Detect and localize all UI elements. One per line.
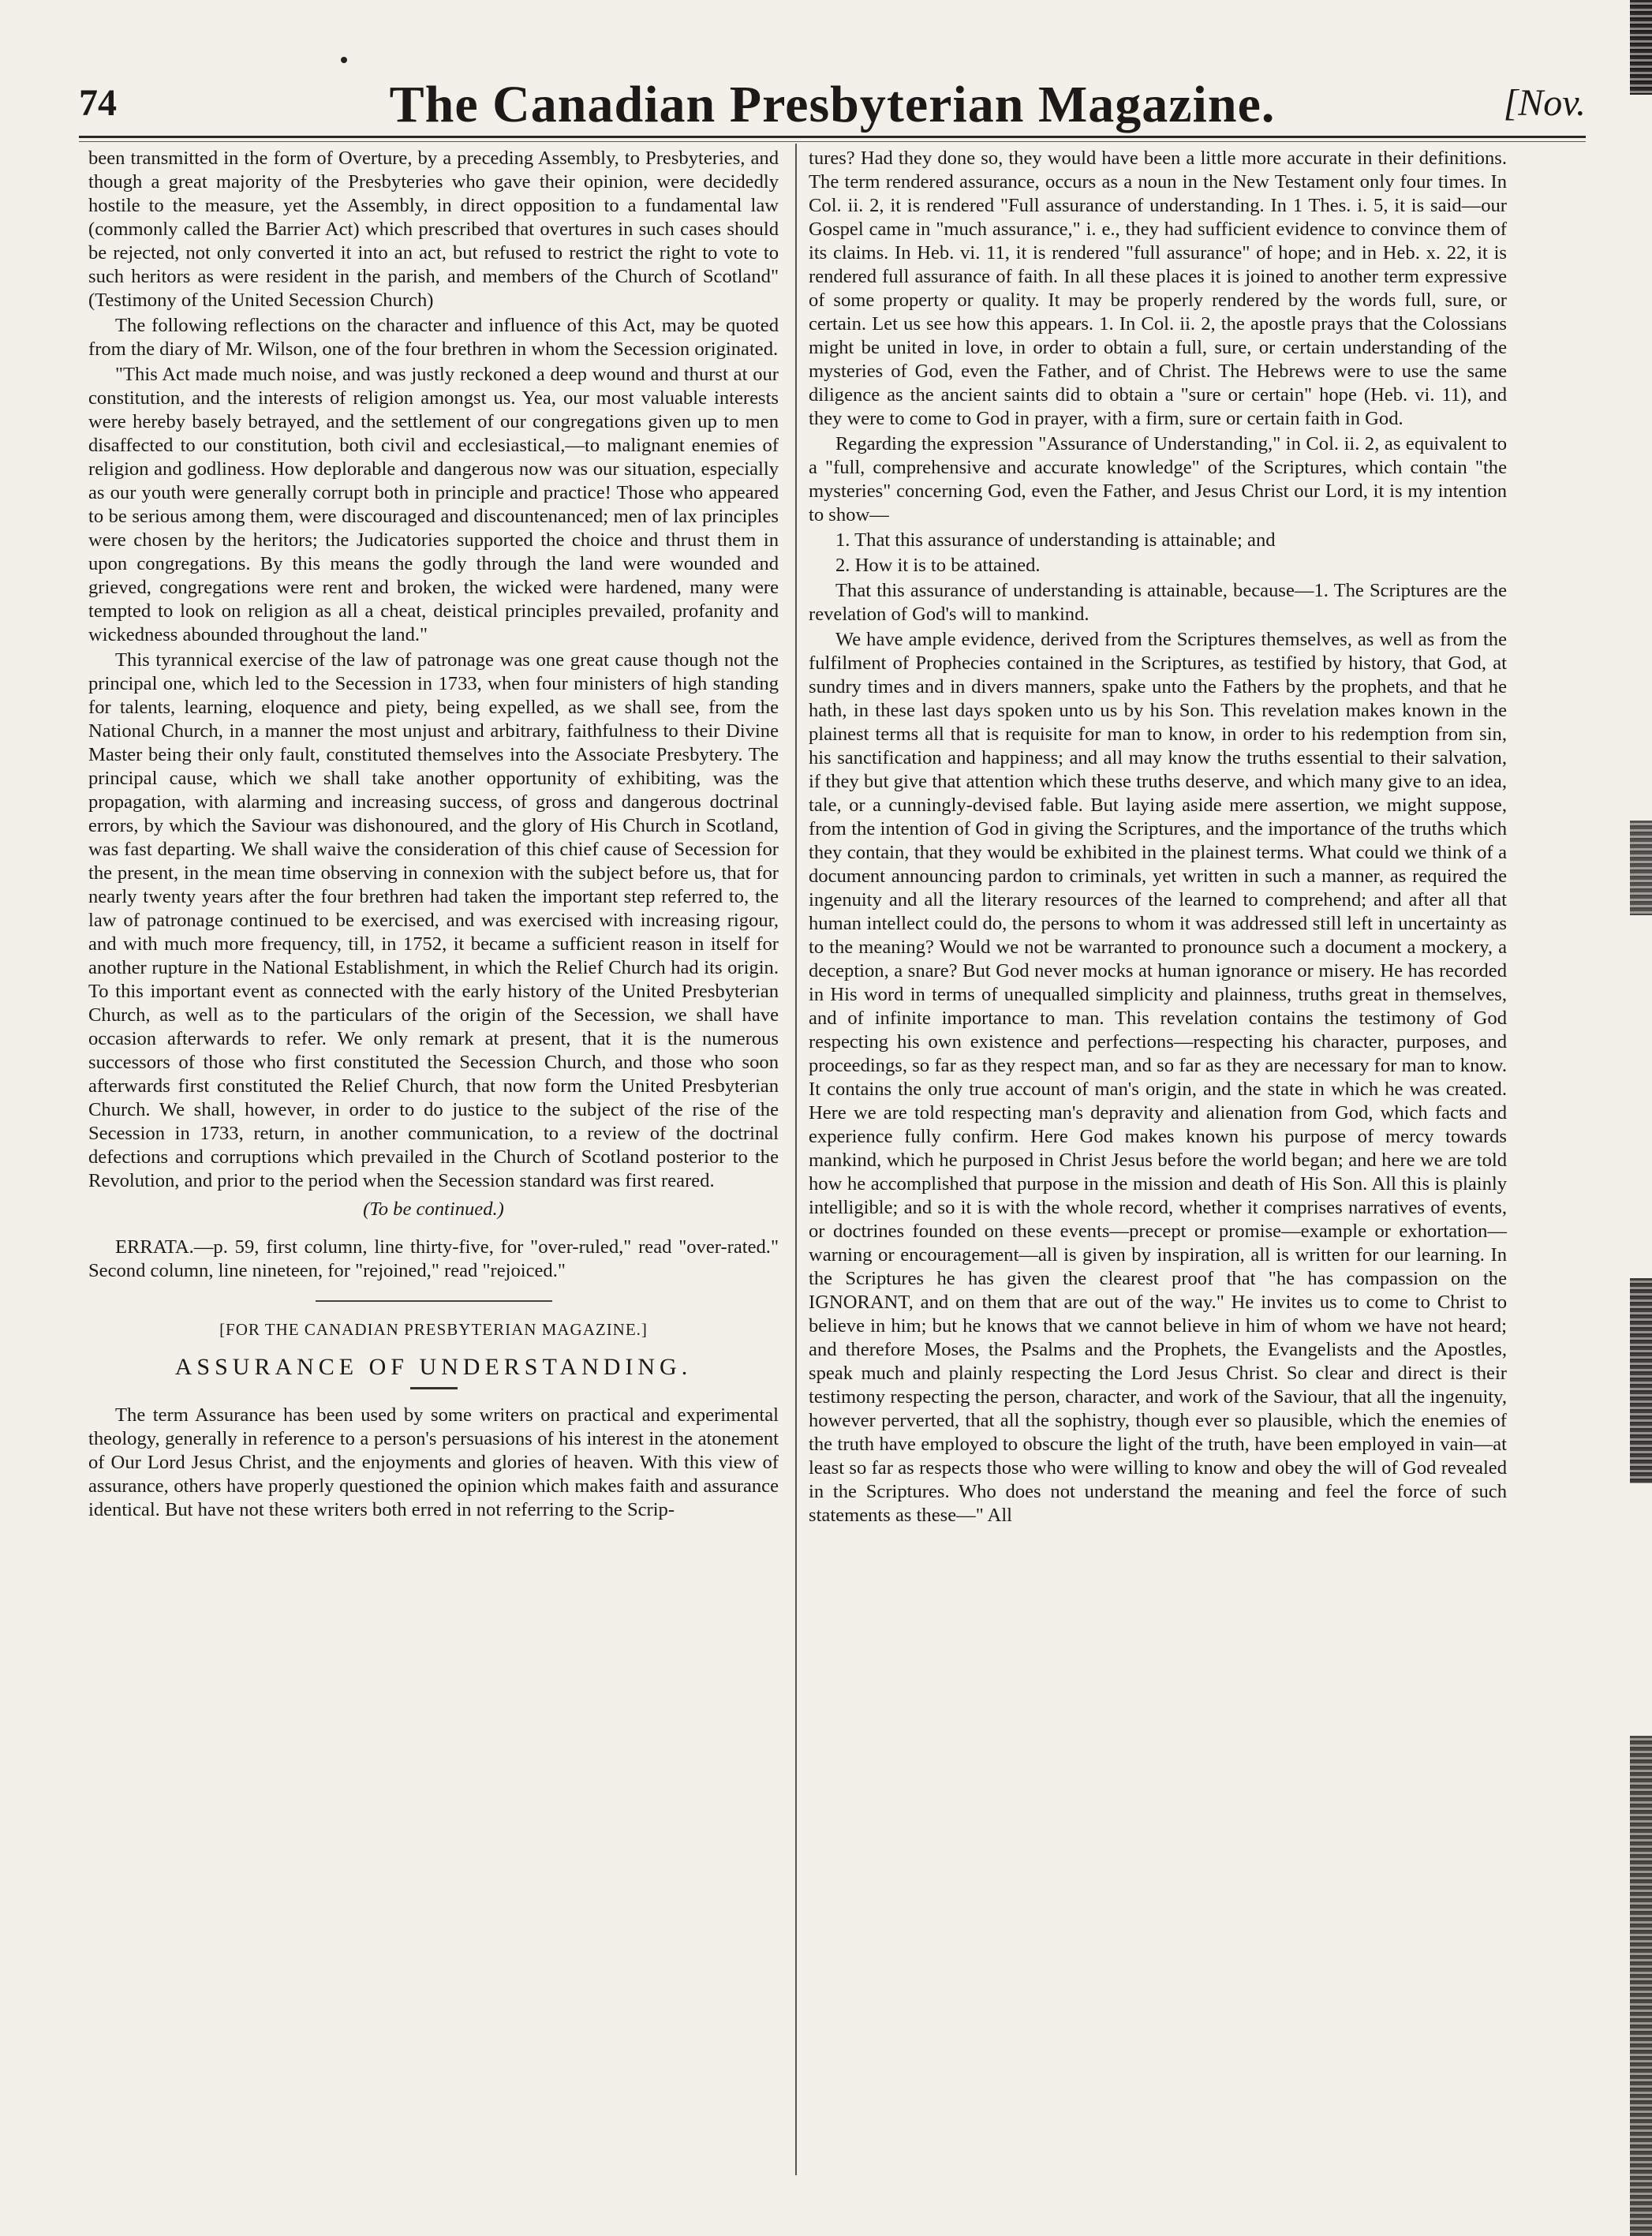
issue-month: [Nov. bbox=[1503, 82, 1586, 124]
scan-edge bbox=[1630, 0, 1652, 95]
scan-edge bbox=[1630, 1278, 1652, 1483]
page-number: 74 bbox=[79, 82, 117, 124]
quote-paragraph: "This Act made much noise, and was justly reckoned a deep wound and thurst at our constitution, and the interests of religion amongst us. Yea, our most valuable interests were hereby basely betrayed, and the settlement of our congregations given up to men disaffected to our constitution, both civil and ecclesiastical,—to malignant enemies of religion and godliness. How deplorable and dangerous now was our situation, especially as our youth were generally corrupt both in principle and practice! Those who appeared to be serious among them, were discouraged and discountenanced; men of lax principles were chosen by the heritors; the Judicatories supported the choice and thrust them in upon congregations. By this means the godly through the land were wounded and grieved, congregations were rent and broken, the wicked were hardened, many were tempted to look on religion as all a cheat, deistical principles prevailed, profanity and wickedness abounded throughout the land." bbox=[88, 364, 779, 645]
paragraph: We have ample evidence, derived from the Scriptures themselves, as well as from the fulfilment of Prophecies contained in the Scriptures, as testified by history, that God, at sundry times and in divers manners, spake unto the Fathers by the prophets, and that he hath, in these last days spoken unto us by his Son. This revelation makes known in the plainest terms all that is requisite for man to know, in order to his redemption from sin, his sanctification and happiness; and all may know the truths essential to their salvation, if they but give that attention which these truths deserve, and which many give to an idea, tale, or a cunningly-devised fable. But laying aside mere assertion, we might suppose, from the intention of God in giving the Scriptures, and the importance of the truths which they contain, that they would be exhibited in the plainest terms. What could we think of a document announcing pardon to criminals, yet written in such a manner, as required the ingenuity and all the literary resources of the learned to comprehend; and after all that human intellect could do, the persons to whom it was addressed still left in uncertainty as to the meaning? Would we not be warranted to pronounce such a document a mockery, a deception, a snare? But God never mocks at human ignorance or misery. He has recorded in His word in terms of unequalled simplicity and plainness, truths great in themselves, and of infinite importance to man. This revelation contains the testimony of God respecting his own existence and perfections—respecting his character, purposes, and proceedings, so far as they respect man, and so far as they are necessary for man to know. It contains the only true account of man's origin, and the state in which he was created. Here we are told respecting man's depravity and alienation from God, which facts and experience fully confirm. Here God makes known his purpose of mercy towards mankind, which he purposed in Christ Jesus before the world began; and here we are told how he accomplished that purpose in the mission and death of His Son. All this is plainly intelligible; and so it is with the whole record, whether it comprises narratives of events, or doctrines founded on these events—precept or promise—example or exhortation—warning or encouragement—all is given by inspiration, all is written for our learning. In the Scriptures he has given the clearest proof that "he has compassion on the IGNORANT, and on them that are out of the way." He invites us to come to Christ to believe in him; but he knows that we cannot believe in him of whom we have not heard; and therefore Moses, the Psalms and the Prophets, the Evangelists and the Apostles, speak much and plainly respecting the Lord Jesus Christ. So clear and direct is their testimony respecting the person, character, and work of the Saviour, that all the ingenuity, however perverted, that all the sophistry, though ever so plausible, which the enemies of the truth have employed to obscure the light of the truth, have been employed in vain—at least so far as respects those who were willing to know and obey the will of God revealed in the Scriptures. Who does not understand the meaning and feel the force of such statements as these—" All bbox=[809, 629, 1507, 1526]
paragraph: been transmitted in the form of Overture, by a preceding Assembly, to Presbyteries, and though a great majority of the Presbyteries who gave their opinion, were decidedly hostile to the measure, yet the Assembly, in direct opposition to a fundamental law (commonly called the Barrier Act) which prescribed that overtures in such cases should be rejected, not only converted it into an act, but refused to restrict the right to vote to such heritors as were resident in the parish, and members of the Church of Scotland" (Testimony of the United Secession Church) bbox=[88, 148, 779, 311]
header-rule bbox=[79, 136, 1586, 142]
paragraph: That this assurance of understanding is attainable, because—1. The Scriptures are the revelation of God's will to mankind. bbox=[809, 580, 1507, 625]
magazine-title: The Canadian Presbyterian Magazine. bbox=[389, 76, 1276, 133]
right-column bbox=[809, 147, 1507, 1529]
ink-dot bbox=[341, 57, 347, 63]
errata-note: ERRATA.—p. 59, first column, line thirty-five, for "over-ruled," read "over-rated." Second column, line nineteen, for "rejoined," read "rejoiced." bbox=[88, 1236, 779, 1281]
paragraph: The following reflections on the character and influence of this Act, may be quoted from the diary of Mr. Wilson, one of the four brethren in whom the Secession originated. bbox=[88, 315, 779, 360]
paragraph: tures? Had they done so, they would have been a little more accurate in their definitions. The term rendered assurance, occurs as a noun in the New Testament only four times. In Col. ii. 2, it is rendered "Full assurance of understanding. In 1 Thes. i. 5, it is said—our Gospel came in "much assurance," i. e., they had sufficient evidence to convince them of its claims. In Heb. vi. 11, it is rendered "full assurance" of hope; and in Heb. x. 22, it is rendered full assurance of faith. In all these places it is joined to another term expressive of some property or quality. It may be properly rendered by the words full, sure, or certain. Let us see how this appears. 1. In Col. ii. 2, the apostle prays that the Colossians might be united in love, in order to obtain a full, sure, or certain understanding of the mysteries of God, even the Father, and of Christ. The Hebrews were to use the same diligence as the ancient saints did to obtain a "sure or certain" hope (Heb. vi. 11), and they were to come to God in prayer, with a firm, sure or certain faith in God. bbox=[809, 148, 1507, 429]
list-item: 2. How it is to be attained. bbox=[835, 555, 1041, 576]
paragraph: Regarding the expression "Assurance of Understanding," in Col. ii. 2, as equivalent to a "full, comprehensive and accurate knowledge" of the Scriptures, which contain "the mysteries" concerning God, even the Father, and Jesus Christ our Lord, it is my intention to show— bbox=[809, 433, 1507, 525]
scan-edge bbox=[1630, 821, 1652, 915]
to-be-continued: (To be continued.) bbox=[363, 1198, 504, 1220]
title-rule bbox=[410, 1387, 458, 1389]
column-divider bbox=[795, 144, 797, 2175]
section-separator bbox=[316, 1300, 552, 1302]
page-header bbox=[79, 75, 1586, 138]
list-item: 1. That this assurance of understanding is attainable; and bbox=[835, 529, 1276, 551]
paragraph: This tyrannical exercise of the law of patronage was one great cause though not the principal one, which led to the Secession in 1733, when four ministers of high standing for talents, learning, eloquence and piety, being expelled, as we shall see, from the National Church, in a manner the most unjust and arbitrary, faithfulness to their Divine Master being their only fault, constituted themselves into the Associate Presbytery. The principal cause, which we shall take another opportunity of exhibiting, was the propagation, with alarming and increasing success, of gross and dangerous doctrinal errors, by which the Saviour was dishonoured, and the glory of His Church in Scotland, was fast departing. We shall waive the consideration of this chief cause of Secession for the present, in the mean time observing in connexion with the subject before us, that for nearly twenty years after the four brethren had taken the important step referred to, the law of patronage continued to be exercised, and was exercised with increasing rigour, and with much more frequency, till, in 1752, it became a sufficient reason in itself for another rupture in the National Establishment, in which the Relief Church had its origin. To this important event as connected with the early history of the United Presbyterian Church, as well as to the particulars of the origin of the Secession, we shall have occasion afterwards to refer. We only remark at present, that it is the numerous successors of those who first constituted the Secession Church, and those who soon afterwards first constituted the Relief Church, that now form the United Presbyterian Church. We shall, however, in order to do justice to the subject of the rise of the Secession in 1733, return, in another communication, to a review of the doctrinal defections and corruptions which prevailed in the Church of Scotland posterior to the Revolution, and prior to the period when the Secession standard was first reared. bbox=[88, 649, 779, 1191]
article-title: ASSURANCE OF UNDERSTANDING. bbox=[174, 1354, 693, 1380]
contribution-note: [FOR THE CANADIAN PRESBYTERIAN MAGAZINE.] bbox=[219, 1320, 648, 1339]
left-column bbox=[88, 147, 779, 1524]
scan-edge bbox=[1630, 1736, 1652, 2236]
article-paragraph: The term Assurance has been used by some writers on practical and experimental theology, generally in reference to a person's persuasions of his interest in the atonement of Our Lord Jesus Christ, and the enjoyments and glories of heaven. With this view of assurance, others have properly questioned the opinion which makes faith and assurance identical. But have not these writers both erred in not referring to the Scrip- bbox=[88, 1404, 779, 1520]
